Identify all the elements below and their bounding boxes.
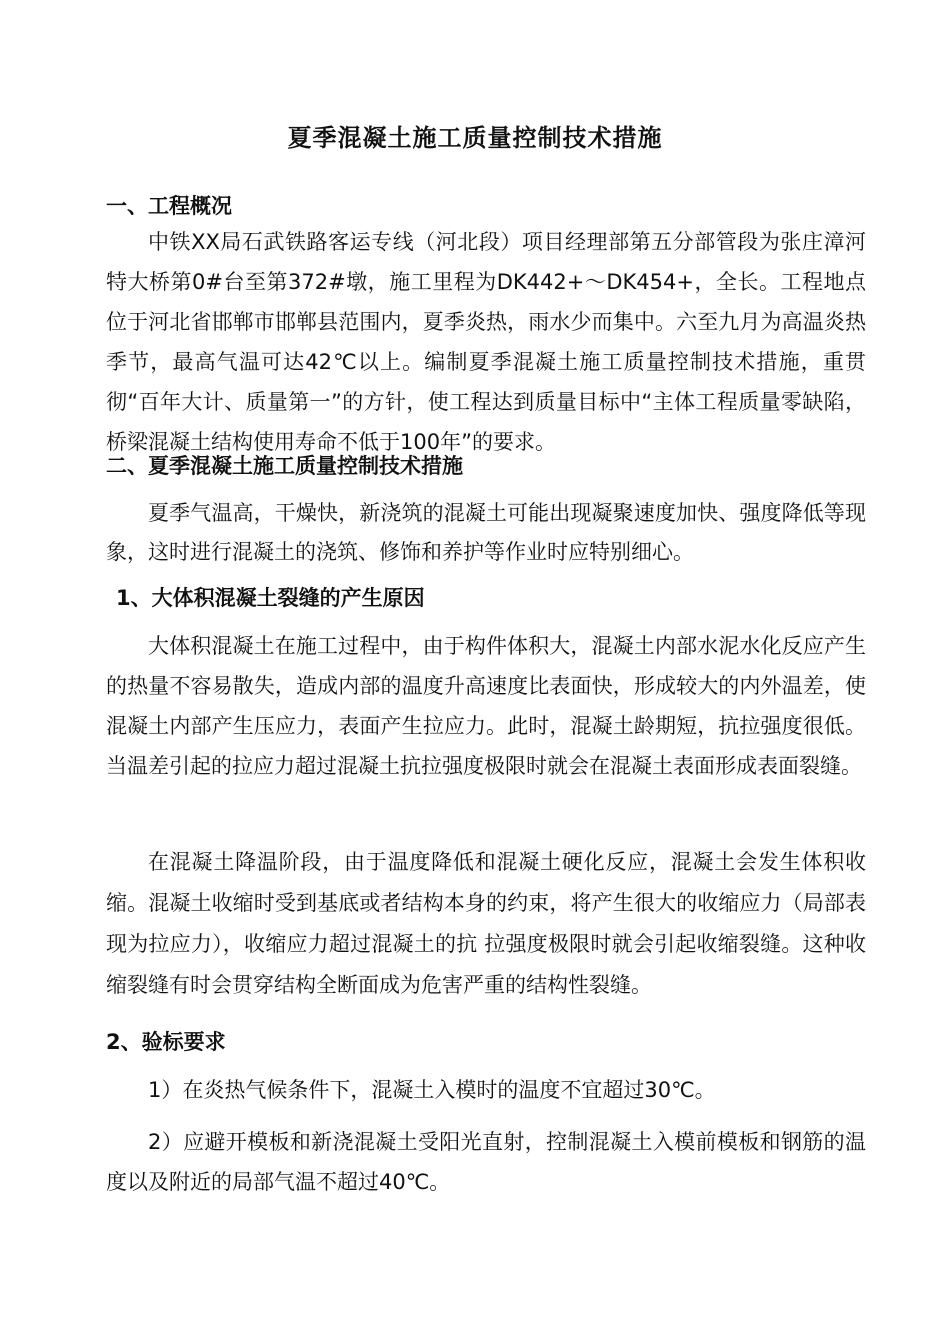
paragraph-measures-intro: 夏季气温高，干燥快，新浇筑的混凝土可能出现凝聚速度加快、强度降低等现象，这时进行混凝土的浇筑、修饰和养护等作业时应特别细心。: [106, 501, 866, 564]
paragraph-acceptance-1: 1）在炎热气候条件下，混凝土入模时的温度不宜超过30℃。: [148, 1078, 716, 1102]
paragraph-crack-causes-1: 大体积混凝土在施工过程中，由于构件体积大，混凝土内部水泥水化反应产生的热量不容易散失，造成内部的温度升高速度比表面快，形成较大的内外温差，使混凝土内部产生压应力，表面产生拉应力。此时，混凝土龄期短，抗拉强度很低。当温差引起的拉应力超过混凝土抗拉强度极限时就会在混凝土表面形成表面裂缝。: [106, 634, 866, 778]
paragraph-acceptance-2: 2）应避开模板和新浇混凝土受阳光直射，控制混凝土入模前模板和钢筋的温度以及附近的局部气温不超过40℃。: [106, 1130, 866, 1194]
document-title: 夏季混凝土施工质量控制技术措施: [287, 124, 663, 152]
subsection-heading-acceptance: 2、验标要求: [106, 1030, 226, 1054]
paragraph-crack-causes-2: 在混凝土降温阶段，由于温度降低和混凝土硬化反应，混凝土会发生体积收缩。混凝土收缩时受到基底或者结构本身的约束，将产生很大的收缩应力（局部表现为拉应力），收缩应力超过混凝土的抗 拉强度极限时就会引起收缩裂缝。这种收缩裂缝有时会贯穿结构全断面成为危害严重的结构性裂缝。: [106, 850, 866, 997]
section-heading-overview: 一、工程概况: [106, 194, 232, 218]
paragraph-overview: 中铁XX局石武铁路客运专线（河北段）项目经理部第五分部管段为张庄漳河特大桥第0#台至第372#墩，施工里程为DK442+～DK454+，全长。工程地点位于河北省邯郸市邯郸县范围内，夏季炎热，雨水少而集中。六至九月为高温炎热季节，最高气温可达42℃以上。编制夏季混凝土施工质量控制技术措施，重贯彻“百年大计、质量第一”的方针，使工程达到质量目标中“主体工程质量零缺陷，桥梁混凝土结构使用寿命不低于100年”的要求。: [106, 230, 866, 454]
section-heading-measures: 二、夏季混凝土施工质量控制技术措施: [106, 454, 463, 478]
subsection-heading-crack-causes: 1、大体积混凝土裂缝的产生原因: [116, 586, 425, 610]
